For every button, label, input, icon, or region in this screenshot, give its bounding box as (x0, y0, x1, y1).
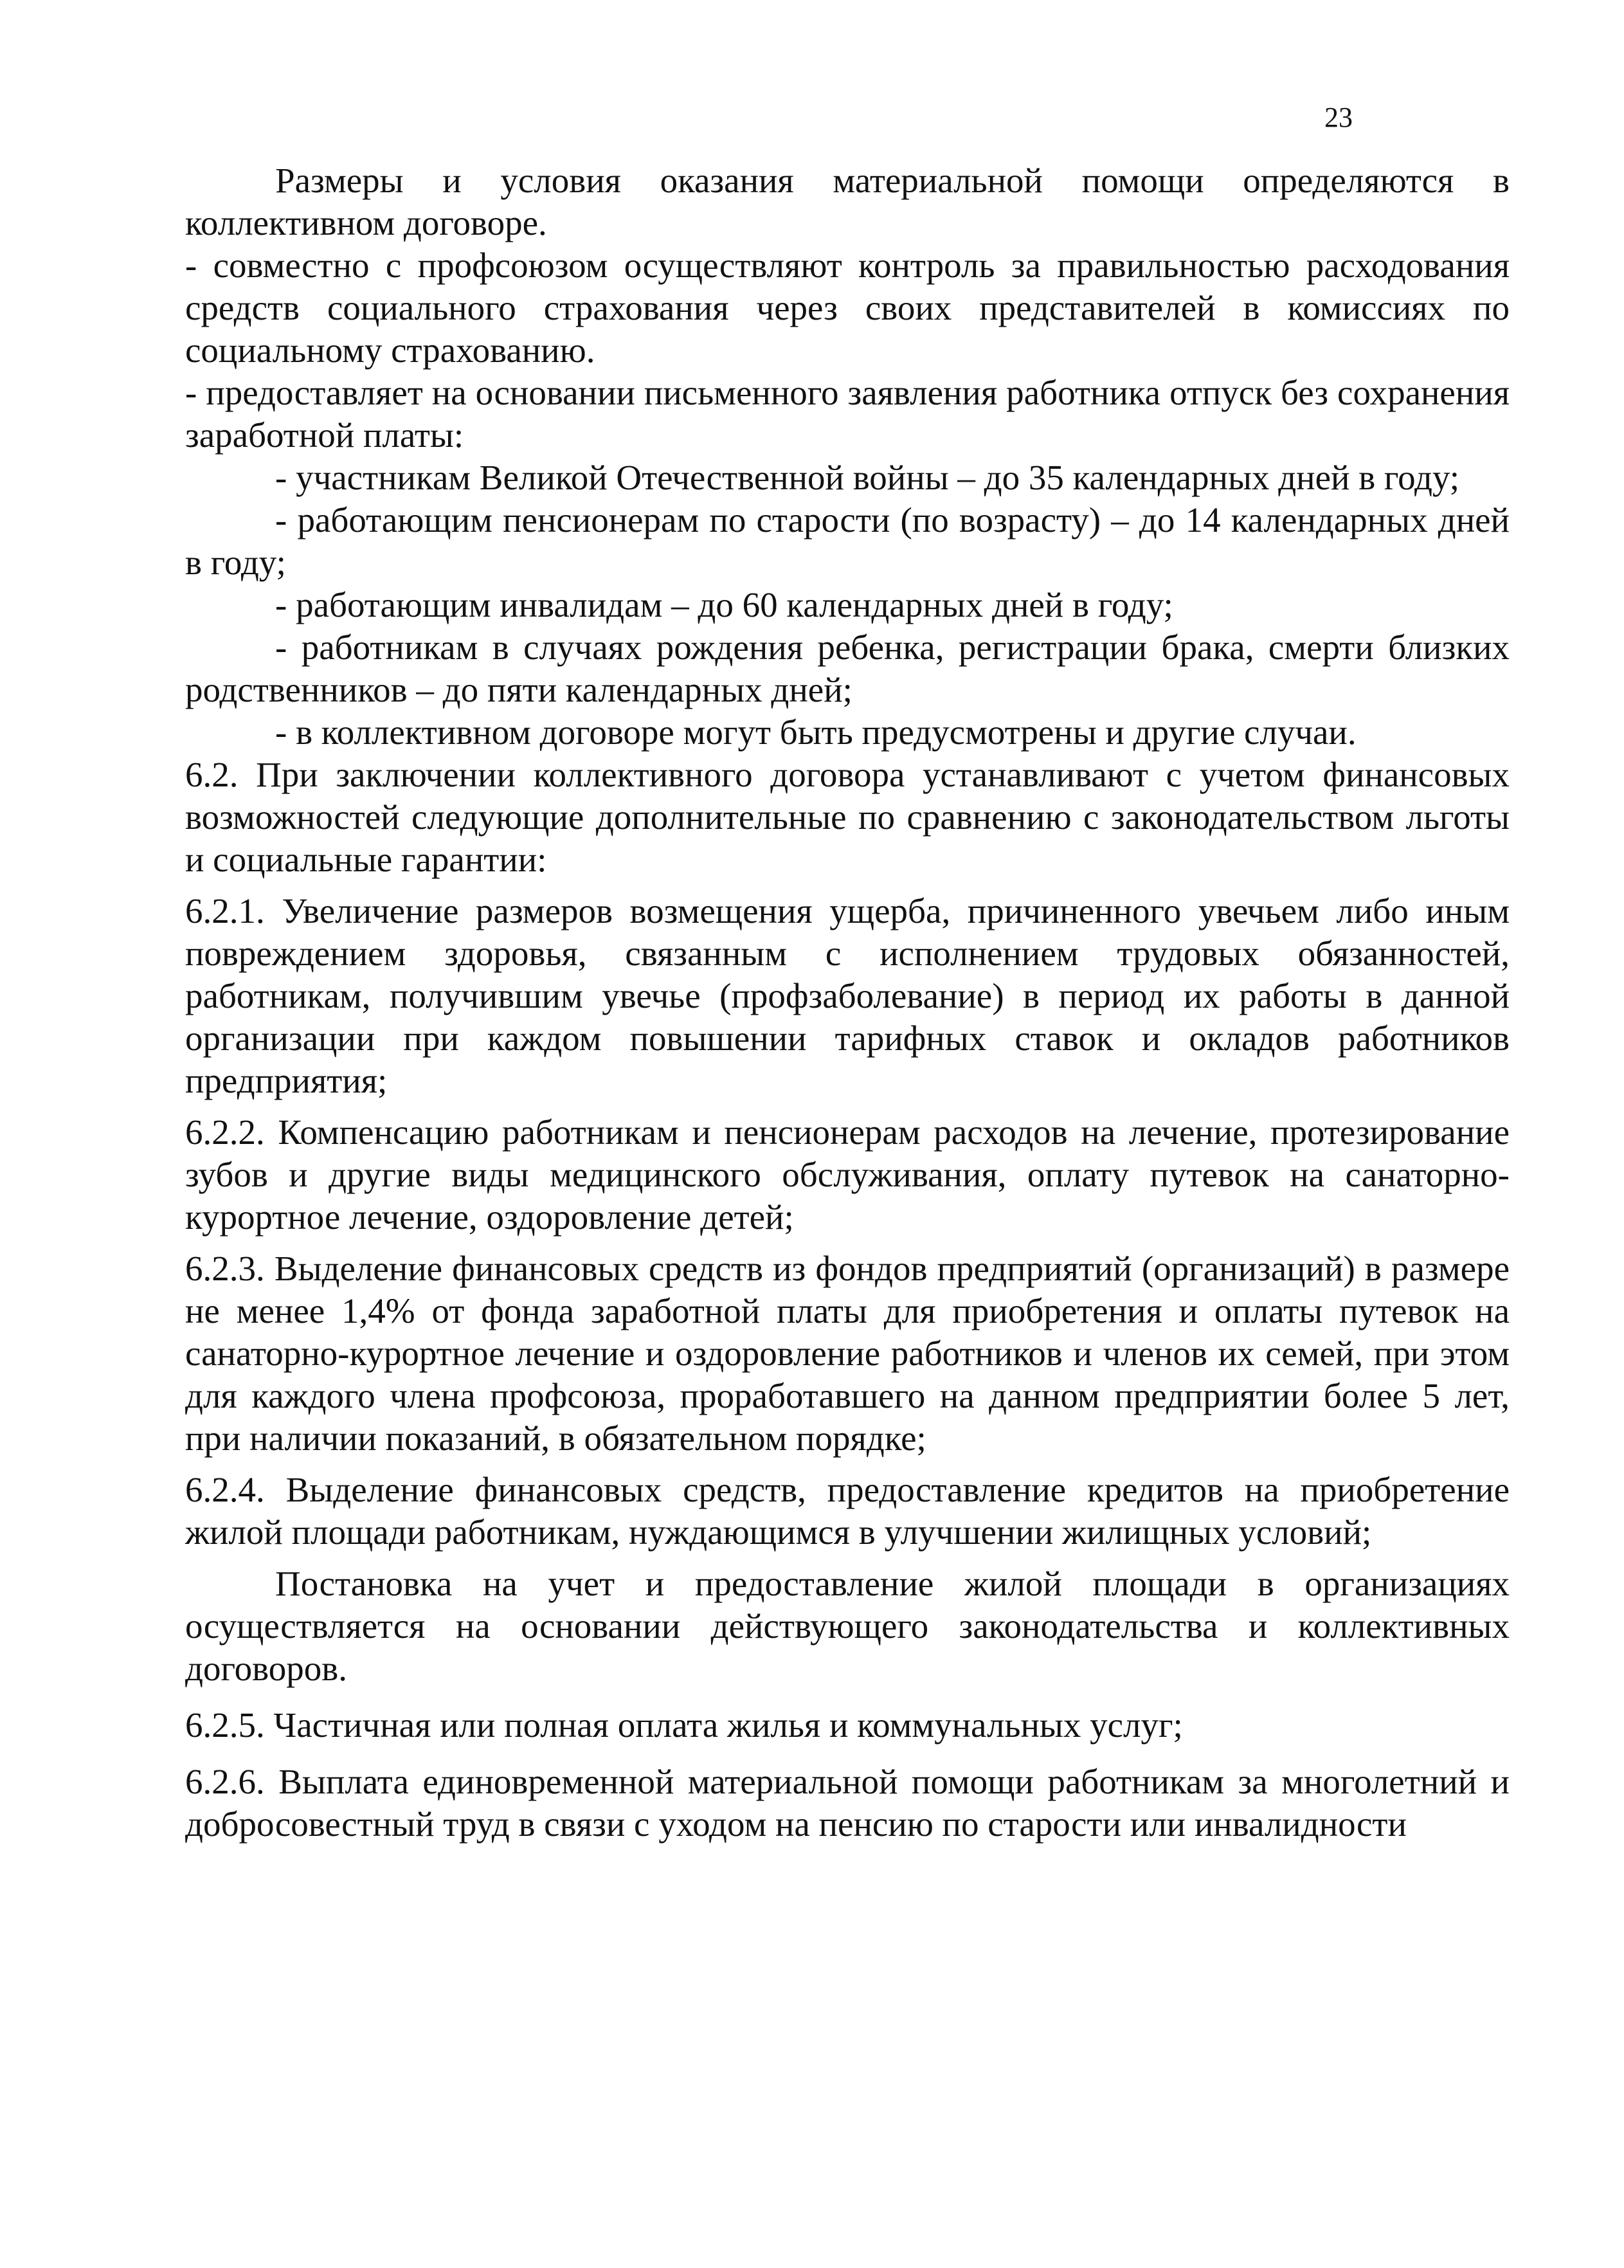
section-6-2-2: 6.2.2. Компенсацию работникам и пенсионерам расходов на лечение, протезирование зубов и другие виды медицинского обслуживания, оплату путевок на санаторно-курортное лечение, оздоровление детей; (185, 1112, 1510, 1237)
section-6-2-6: 6.2.6. Выплата единовременной материальной помощи работникам за многолетний и добросовестный труд в связи с уходом на пенсию по старости или инвалидности (185, 1762, 1510, 1844)
paragraph-unpaid-leave: - предоставляет на основании письменного заявления работника отпуск без сохранения заработной платы: (185, 373, 1510, 455)
page-body (185, 159, 1510, 1846)
paragraph-social-insurance-control: - совместно с профсоюзом осуществляют контроль за правильностью расходования средств социального страхования через своих представителей в комиссиях по социальному страхованию. (185, 246, 1510, 370)
list-item-working-disabled: - работающим инвалидам – до 60 календарных дней в году; (275, 585, 1173, 624)
list-item-working-pensioners: - работающим пенсионерам по старости (по возрасту) – до 14 календарных дней в году; (185, 500, 1510, 582)
paragraph-housing-registration: Постановка на учет и предоставление жилой площади в организациях осуществляется на основании действующего законодательства и коллективных договоров. (185, 1564, 1510, 1688)
section-6-2-3: 6.2.3. Выделение финансовых средств из фондов предприятий (организаций) в размере не менее 1,4% от фонда заработной платы для приобретения и оплаты путевок на санаторно-курортное лечение и оздоровление работников и членов их семей, при этом для каждого члена профсоюза, проработавшего на данном предприятии более 5 лет, при наличии показаний, в обязательном порядке; (185, 1249, 1510, 1458)
section-6-2-1: 6.2.1. Увеличение размеров возмещения ущерба, причиненного увечьем либо иным повреждением здоровья, связанным с исполнением трудовых обязанностей, работникам, получившим увечье (профзаболевание) в период их работы в данной организации при каждом повышении тарифных ставок и окладов работников предприятия; (185, 891, 1510, 1100)
section-6-2: 6.2. При заключении коллективного договора устанавливают с учетом финансовых возможностей следующие дополнительные по сравнению с законодательством льготы и социальные гарантии: (185, 755, 1510, 879)
paragraph-material-aid: Размеры и условия оказания материальной помощи определяются в коллективном договоре. (185, 161, 1510, 242)
list-item-war-veterans: - участникам Великой Отечественной войны – до 35 календарных дней в году; (275, 458, 1460, 497)
section-6-2-5: 6.2.5. Частичная или полная оплата жилья и коммунальных услуг; (185, 1705, 1183, 1745)
section-6-2-4: 6.2.4. Выделение финансовых средств, предоставление кредитов на приобретение жилой площади работникам, нуждающимся в улучшении жилищных условий; (185, 1470, 1510, 1552)
page-number: 23 (1324, 102, 1353, 133)
list-item-family-events: - работникам в случаях рождения ребенка, регистрации брака, смерти близких родственников – до пяти календарных дней; (185, 628, 1510, 709)
list-item-other-cases: - в коллективном договоре могут быть предусмотрены и другие случаи. (275, 712, 1357, 752)
